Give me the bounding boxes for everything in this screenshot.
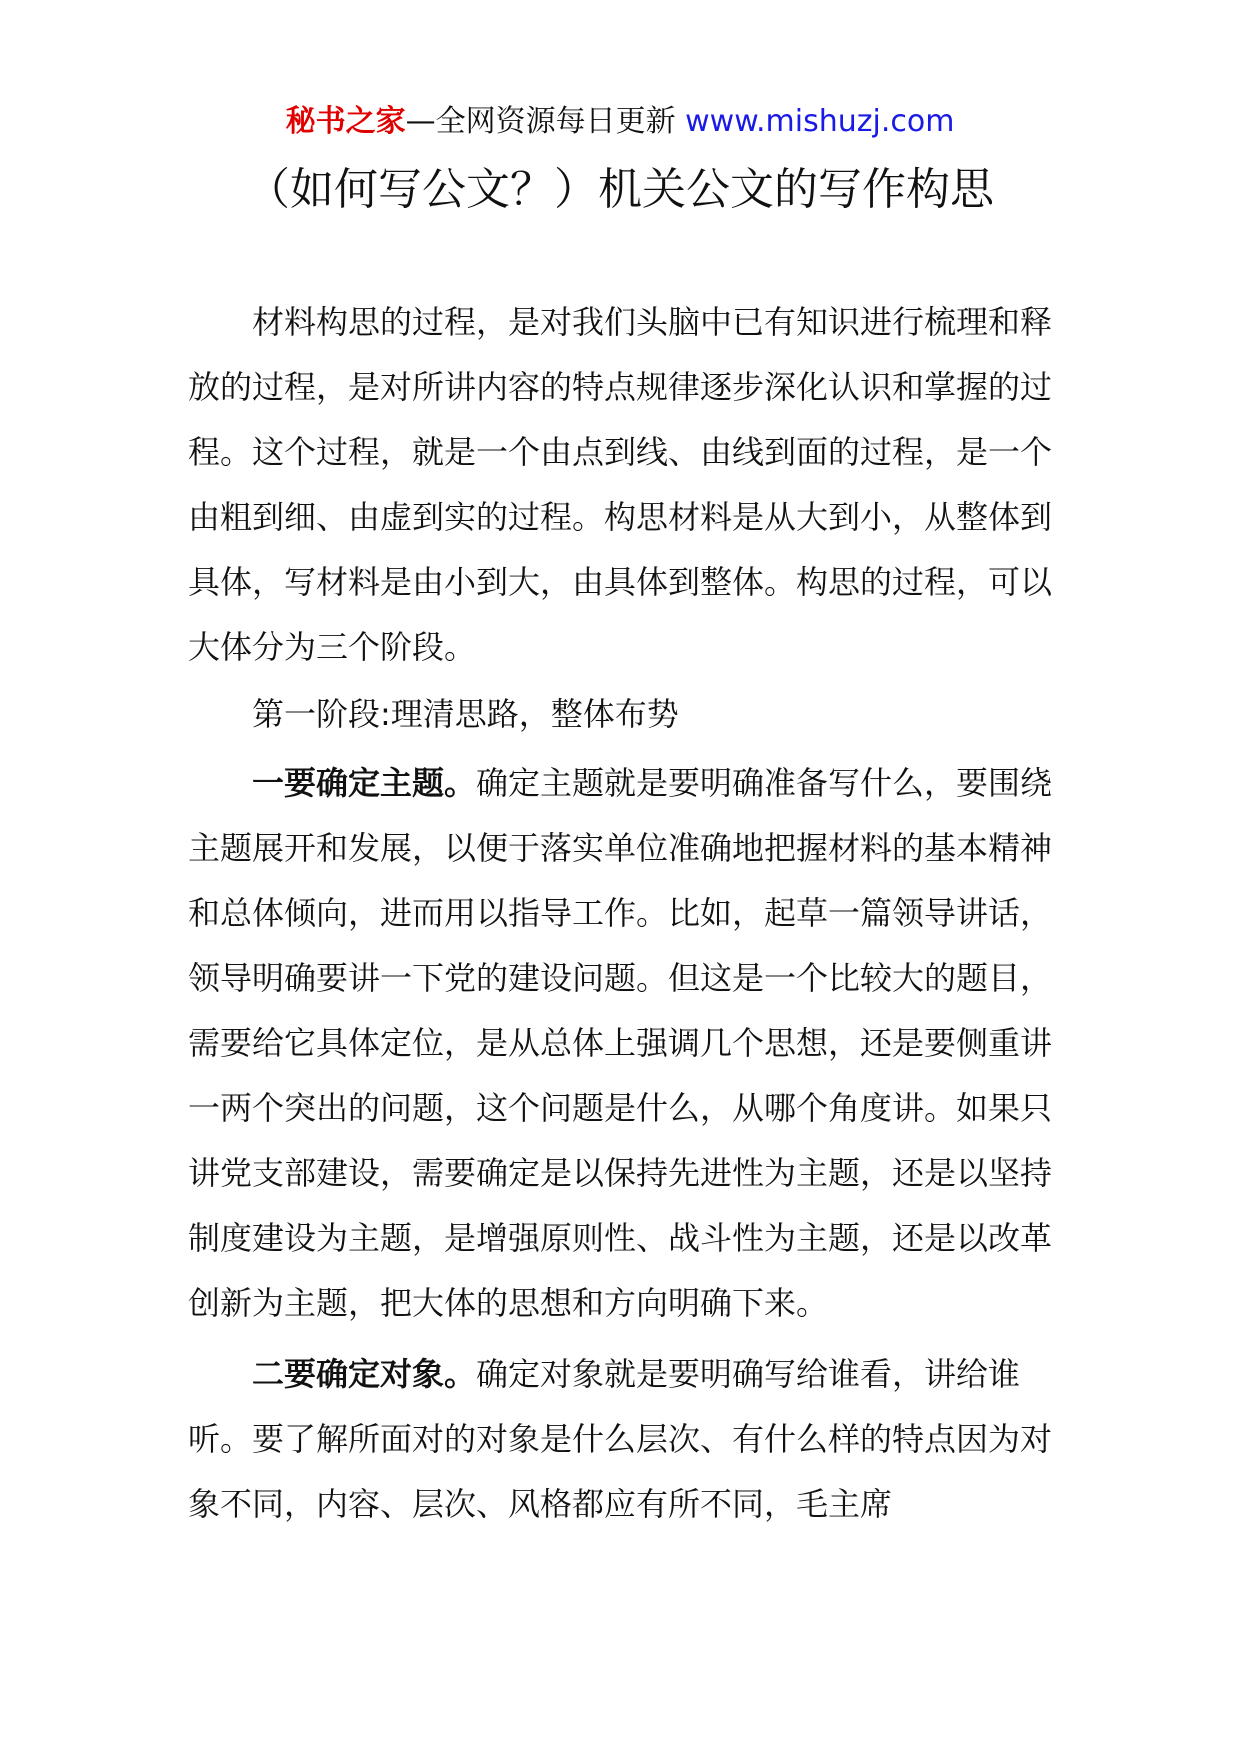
point-text: 确定对象就是要明确写给谁看，讲给谁听。要了解所面对的对象是什么层次、有什么样的特点因为对象不同，内容、层次、风格都应有所不同，毛主席 <box>188 1355 1053 1523</box>
document-body <box>188 290 1056 1537</box>
document-title: （如何写公文？）机关公文的写作构思 <box>246 164 994 215</box>
point-lead: 一要确定主题。 <box>252 764 477 802</box>
intro-paragraph: 材料构思的过程，是对我们头脑中已有知识进行梳理和释放的过程，是对所讲内容的特点规律逐步深化认识和掌握的过程。这个过程，就是一个由点到线、由线到面的过程，是一个由粗到细、由虚到实的过程。构思材料是从大到小，从整体到具体，写材料是由小到大，由具体到整体。构思的过程，可以大体分为三个阶段。 <box>188 303 1053 666</box>
site-banner <box>0 100 1240 144</box>
point-lead: 二要确定对象。 <box>252 1355 477 1393</box>
banner-tagline: —全网资源每日更新 <box>405 104 686 139</box>
point-text: 确定主题就是要明确准备写什么，要围绕主题展开和发展，以便于落实单位准确地把握材料的基本精神和总体倾向，进而用以指导工作。比如，起草一篇领导讲话，领导明确要讲一下党的建设问题。但这是一个比较大的题目，需要给它具体定位，是从总体上强调几个思想，还是要侧重讲一两个突出的问题，这个问题是什么，从哪个角度讲。如果只讲党支部建设，需要确定是以保持先进性为主题，还是以坚持制度建设为主题，是增强原则性、战斗性为主题，还是以改革创新为主题，把大体的思想和方向明确下来。 <box>188 764 1053 1322</box>
site-url-link[interactable]: www.mishuzj.com <box>685 104 955 139</box>
brand-name: 秘书之家 <box>285 104 406 139</box>
stage-heading: 第一阶段:理清思路，整体布势 <box>252 695 679 733</box>
point-paragraph <box>188 1342 1056 1537</box>
point-paragraph <box>188 751 1056 1336</box>
